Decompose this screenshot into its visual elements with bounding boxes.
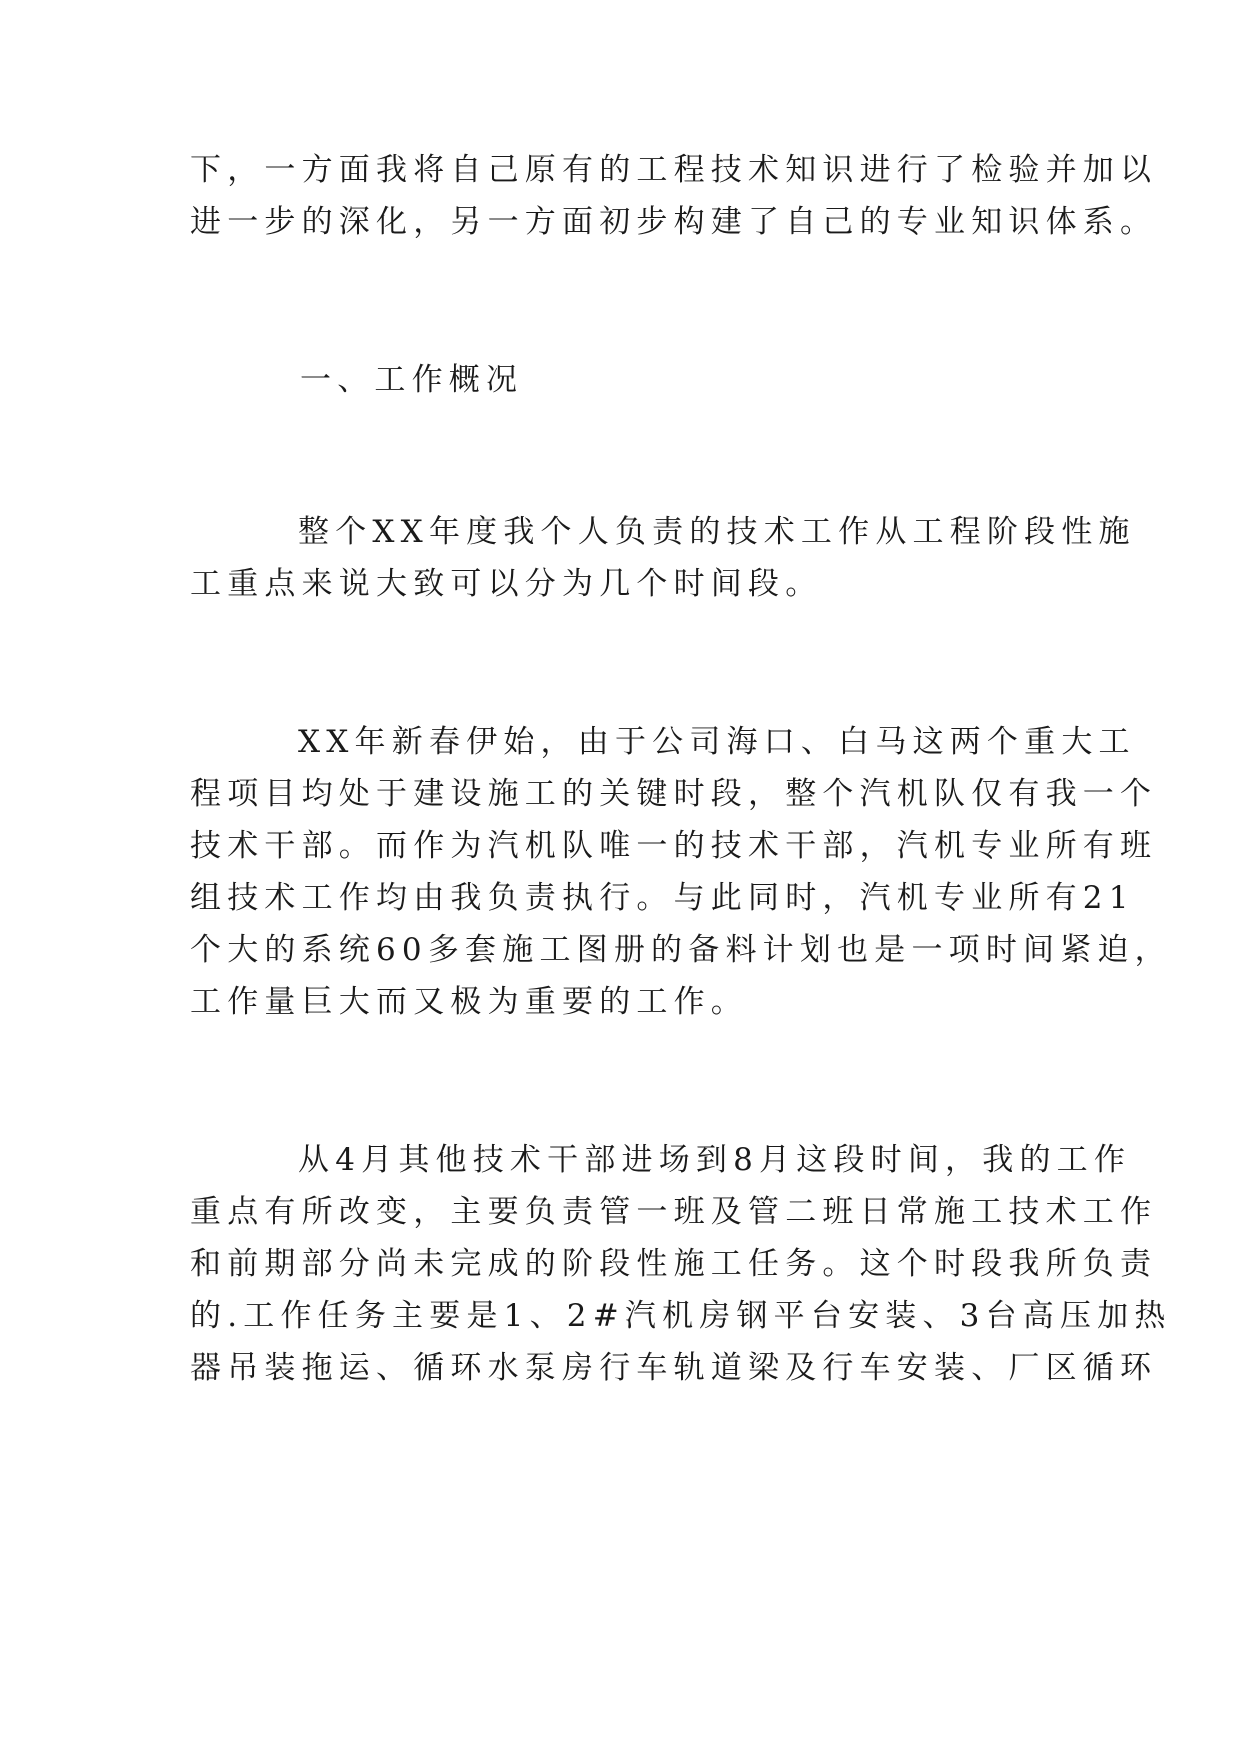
paragraph2-line-1: XX年新春伊始，由于公司海口、白马这两个重大工 bbox=[298, 724, 1136, 760]
intro-line-1: 下，一方面我将自己原有的工程技术知识进行了检验并加以 bbox=[190, 152, 1158, 188]
paragraph1-line-1: 整个XX年度我个人负责的技术工作从工程阶段性施 bbox=[298, 514, 1136, 550]
paragraph3-line-2: 重点有所改变，主要负责管一班及管二班日常施工技术工作 bbox=[190, 1194, 1158, 1230]
paragraph2-line-6: 工作量巨大而又极为重要的工作。 bbox=[190, 984, 748, 1020]
paragraph3-line-3: 和前期部分尚未完成的阶段性施工任务。这个时段我所负责 bbox=[190, 1246, 1158, 1282]
intro-line-2: 进一步的深化，另一方面初步构建了自己的专业知识体系。 bbox=[190, 204, 1158, 240]
paragraph3-line-5: 器吊装拖运、循环水泵房行车轨道梁及行车安装、厂区循环 bbox=[190, 1350, 1158, 1386]
paragraph2-line-5: 个大的系统60多套施工图册的备料计划也是一项时间紧迫， bbox=[190, 932, 1172, 968]
paragraph3-line-1: 从4月其他技术干部进场到8月这段时间，我的工作 bbox=[298, 1142, 1132, 1178]
paragraph2-line-2: 程项目均处于建设施工的关键时段，整个汽机队仅有我一个 bbox=[190, 776, 1158, 812]
paragraph1-line-2: 工重点来说大致可以分为几个时间段。 bbox=[190, 566, 823, 602]
paragraph2-line-3: 技术干部。而作为汽机队唯一的技术干部，汽机专业所有班 bbox=[190, 828, 1158, 864]
section-heading: 一、工作概况 bbox=[300, 362, 524, 398]
paragraph2-line-4: 组技术工作均由我负责执行。与此同时，汽机专业所有21 bbox=[190, 880, 1135, 916]
paragraph3-line-4: 的.工作任务主要是1、2#汽机房钢平台安装、3台高压加热 bbox=[190, 1298, 1172, 1334]
